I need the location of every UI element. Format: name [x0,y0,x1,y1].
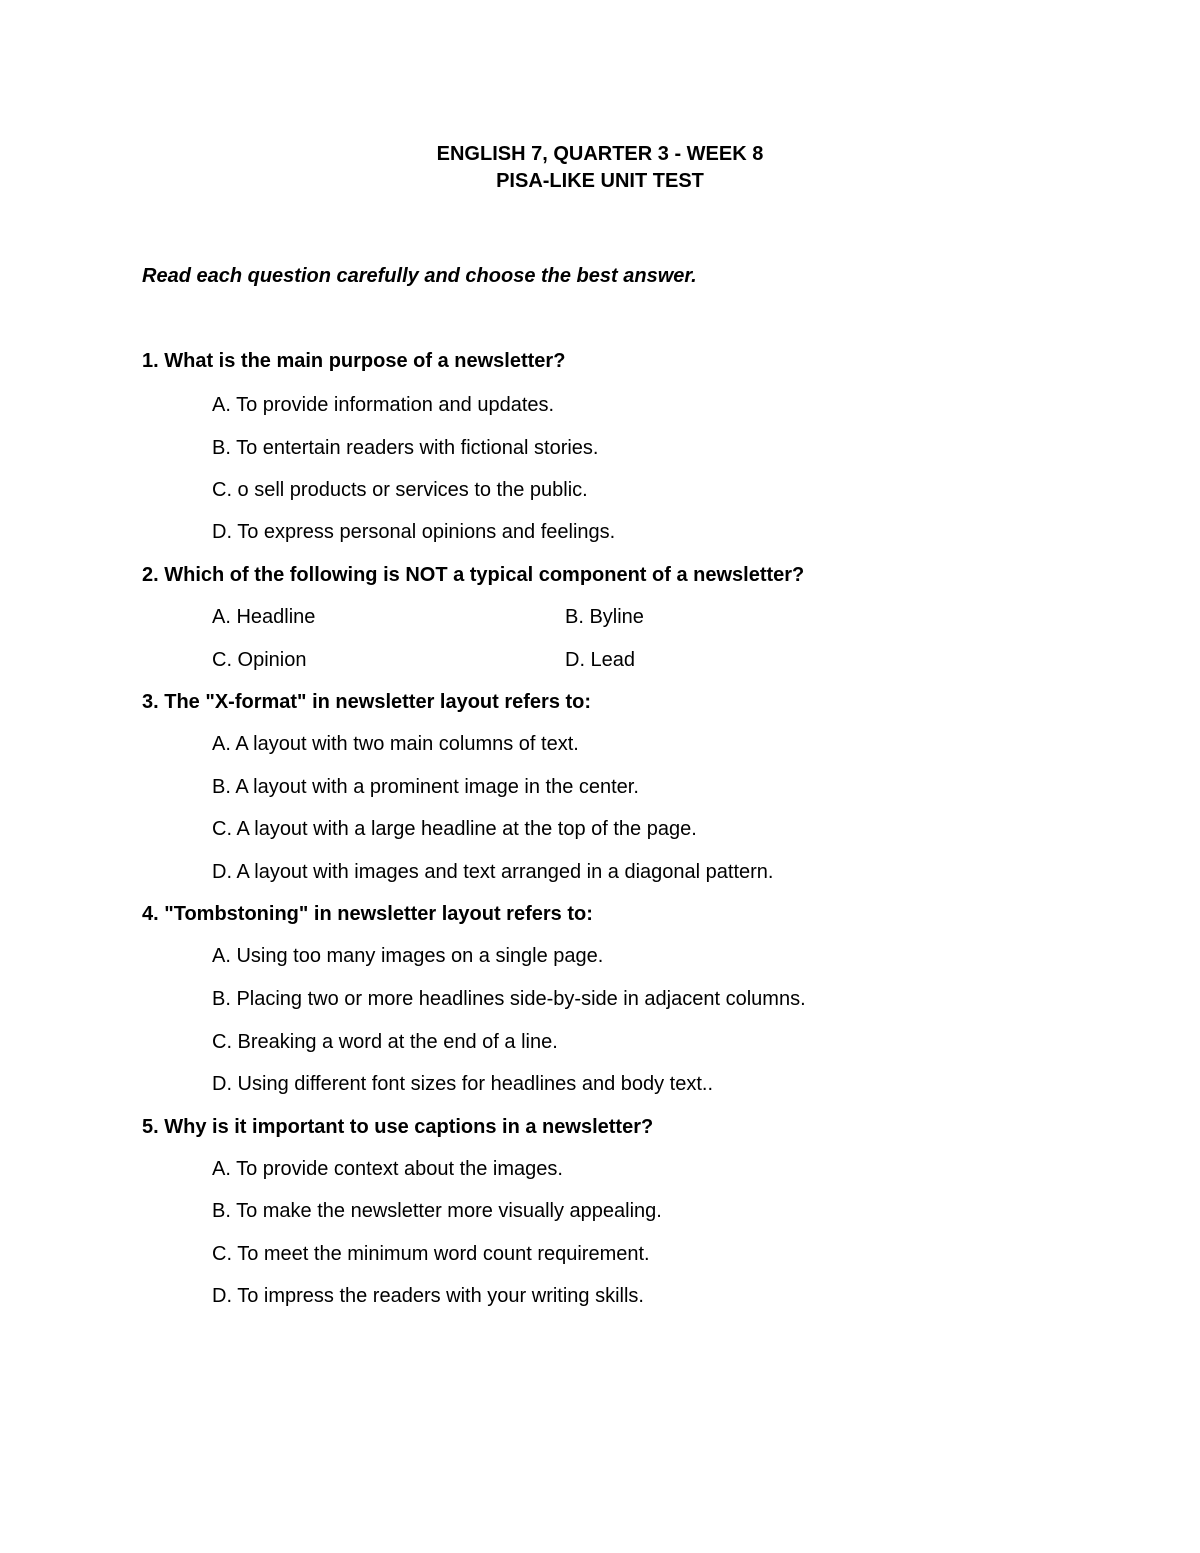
question-4-option-d: D. Using different font sizes for headlines and body text.. [212,1073,714,1095]
question-5-option-b: B. To make the newsletter more visually appealing. [212,1200,662,1222]
document-subtitle: PISA-LIKE UNIT TEST [496,170,704,192]
question-5-option-d: D. To impress the readers with your writing skills. [212,1285,644,1307]
question-2-option-c: C. Opinion [212,649,307,671]
question-4-option-b: B. Placing two or more headlines side-by-side in adjacent columns. [212,988,806,1010]
question-3-option-b: B. A layout with a prominent image in the center. [212,776,639,798]
question-4-option-c: C. Breaking a word at the end of a line. [212,1031,558,1053]
question-3-option-d: D. A layout with images and text arranged in a diagonal pattern. [212,861,774,883]
question-1: 1. What is the main purpose of a newsletter? [142,350,566,372]
question-1-option-c: C. o sell products or services to the public. [212,479,588,501]
question-3-option-c: C. A layout with a large headline at the top of the page. [212,818,697,840]
question-2-option-d: D. Lead [565,649,636,671]
question-5-option-a: A. To provide context about the images. [212,1158,563,1180]
question-5-option-c: C. To meet the minimum word count requirement. [212,1243,650,1265]
document-title: ENGLISH 7, QUARTER 3 - WEEK 8 [436,143,764,165]
question-2-option-b: B. Byline [565,606,644,628]
question-1-option-a: A. To provide information and updates. [212,394,555,416]
question-4-option-a: A. Using too many images on a single page. [212,945,604,967]
question-1-option-b: B. To entertain readers with fictional stories. [212,437,599,459]
question-3-option-a: A. A layout with two main columns of text. [212,733,579,755]
question-4: 4. "Tombstoning" in newsletter layout refers to: [142,903,593,925]
question-1-option-d: D. To express personal opinions and feelings. [212,521,616,543]
question-2-option-a: A. Headline [212,606,316,628]
question-2: 2. Which of the following is NOT a typical component of a newsletter? [142,564,805,586]
question-5: 5. Why is it important to use captions in a newsletter? [142,1116,654,1138]
instructions: Read each question carefully and choose the best answer. [142,265,697,287]
question-3: 3. The "X-format" in newsletter layout refers to: [142,691,592,713]
